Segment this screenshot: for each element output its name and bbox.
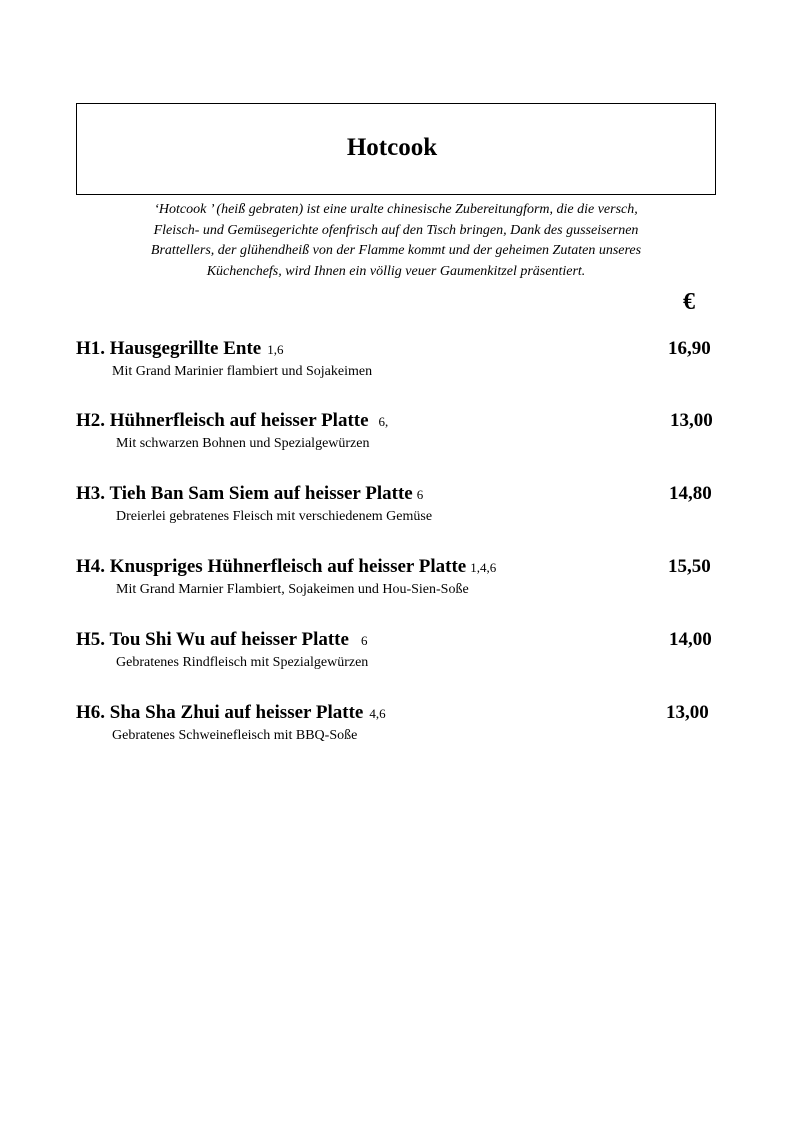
menu-item-allergens: 1,4,6 — [470, 560, 497, 575]
intro-line: Küchenchefs, wird Ihnen ein völlig veuer Gaumenkitzel präsentiert. — [206, 263, 586, 279]
menu-item-price: 13,00 — [666, 702, 709, 723]
menu-item-code: H1 — [76, 338, 101, 359]
menu-item-code: H4 — [76, 556, 101, 577]
menu-item-code: H6 — [76, 702, 101, 723]
menu-item-description: Mit schwarzen Bohnen und Spezialgewürzen — [116, 436, 370, 451]
menu-item-header — [76, 410, 718, 434]
menu-item-description: Mit Grand Marinier flambiert und Sojakeimen — [112, 364, 373, 379]
menu-item — [76, 338, 718, 380]
menu-item-name: . Hühnerfleisch auf heisser Platte — [100, 410, 369, 431]
menu-item-header — [76, 483, 718, 507]
menu-item-description: Gebratenes Schweinefleisch mit BBQ-Soße — [112, 728, 358, 743]
menu-item-price: 13,00 — [670, 410, 713, 431]
menu-item-name: . Sha Sha Zhui auf heisser Platte — [100, 702, 364, 723]
menu-item-name: . Knuspriges Hühnerfleisch auf heisser Platte — [100, 556, 467, 577]
menu-item-price: 14,00 — [669, 629, 712, 650]
menu-item — [76, 483, 718, 525]
menu-item-description: Mit Grand Marnier Flambiert, Sojakeimen und Hou-Sien-Soße — [116, 582, 469, 597]
menu-item-price: 16,90 — [668, 338, 711, 359]
menu-item-allergens: 6 — [360, 633, 368, 648]
menu-item-name: . Tou Shi Wu auf heisser Platte — [100, 629, 349, 650]
menu-item-header — [76, 702, 718, 726]
menu-item-code: H2 — [76, 410, 101, 431]
menu-item-allergens: 6 — [416, 487, 424, 502]
menu-item-allergens: 6, — [378, 414, 389, 429]
menu-item-name: . Tieh Ban Sam Siem auf heisser Platte — [100, 483, 413, 504]
currency-symbol: € — [683, 289, 695, 315]
intro-text — [96, 200, 696, 282]
intro-line: Brattellers, der glühendheiß von der Flamme kommt und der geheimen Zutaten unseres — [150, 243, 642, 258]
page-title: Hotcook — [346, 134, 438, 161]
menu-item-price: 15,50 — [668, 556, 711, 577]
menu-item — [76, 629, 718, 671]
menu-item-header — [76, 556, 718, 580]
menu-item-description: Dreierlei gebratenes Fleisch mit verschiedenem Gemüse — [116, 509, 433, 524]
menu-item — [76, 556, 718, 598]
menu-item-code: H5 — [76, 629, 101, 650]
menu-item-description: Gebratenes Rindfleisch mit Spezialgewürzen — [116, 655, 369, 670]
menu-item — [76, 702, 718, 744]
menu-item-header — [76, 629, 718, 653]
menu-item-allergens: 4,6 — [369, 706, 386, 721]
menu-item — [76, 410, 718, 452]
menu-item-name: . Hausgegrillte Ente — [100, 338, 262, 359]
menu-item-code: H3 — [76, 483, 101, 504]
intro-line: Fleisch- und Gemüsegerichte ofenfrisch auf den Tisch bringen, Dank des gusseisernen — [153, 222, 639, 238]
menu-item-price: 14,80 — [669, 483, 712, 504]
menu-item-allergens: 1,6 — [267, 342, 284, 357]
menu-item-header — [76, 338, 718, 362]
intro-line: ‘Hotcook ’ (heiß gebraten) ist eine uralte chinesische Zubereitungform, die die versch, — [154, 202, 638, 217]
